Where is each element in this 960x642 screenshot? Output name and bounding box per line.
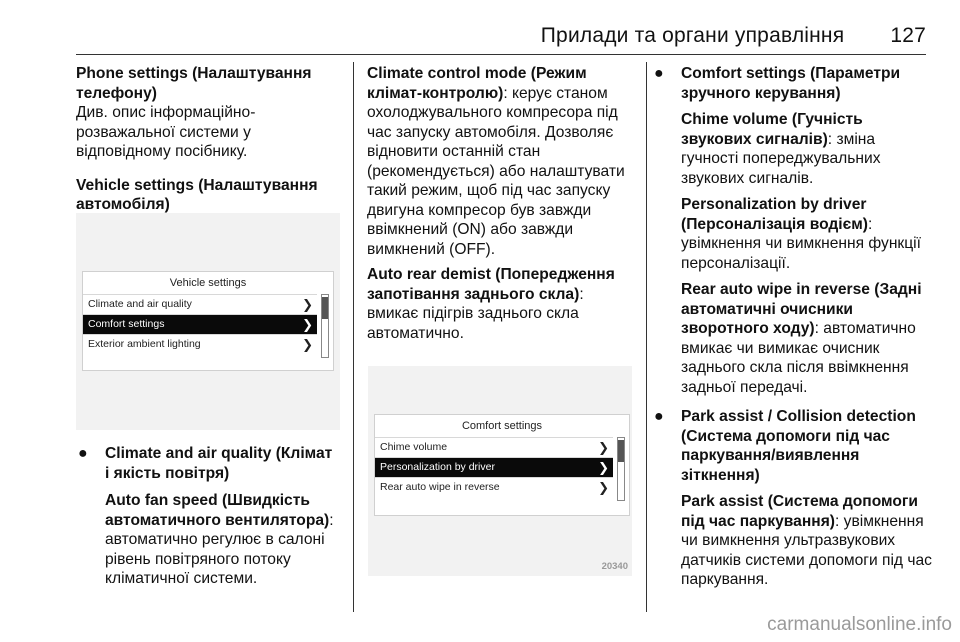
rear-wipe-paragraph [681,280,934,397]
chevron-right-icon: ❯ [598,460,609,475]
screen-title: Vehicle settings [169,277,247,289]
chevron-right-icon: ❯ [598,440,609,455]
image-number: 20340 [601,561,628,572]
vehicle-settings-screen [82,271,334,371]
chime-heading: Chime volume (Гучність звукових сигналів) [681,111,863,148]
climate-mode-text: : керує станом охолоджувального компресора під час запуску автомобіля. Дозволяє відновити останній стан (рекомендується) або налаштувати такий режим, щоб під час запуску двигуна компресор був завжди ввімкнений (ON) або завжди вимкнений (OFF). [367,84,625,258]
scrollbar[interactable] [321,294,329,358]
column-2 [367,64,633,343]
park-assist-paragraph [681,492,934,590]
climate-mode-paragraph [367,64,633,259]
rear-wipe-text: : автоматично вмикає чи вимикає очисник заднього скла після ввімкнення задньої передачі. [681,320,916,396]
climate-heading: Climate and air quality (Клімат і якість повітря) [105,445,333,482]
menu-row-comfort[interactable] [83,314,317,334]
column-divider-2 [646,62,647,612]
park-assist-sub-heading: Park assist (Система допомоги під час паркування) [681,493,918,530]
menu-row-exterior-lighting[interactable] [83,334,317,354]
page-header [0,24,926,48]
menu-row-rear-auto-wipe[interactable] [375,477,613,497]
vehicle-settings-screenshot [76,213,340,430]
chime-text: : зміна гучності попереджувальних звукових сигналів. [681,130,881,187]
header-rule [76,54,926,55]
bullet-icon: ● [78,445,88,462]
chevron-right-icon: ❯ [302,297,313,312]
rear-demist-paragraph [367,265,633,343]
chevron-right-icon: ❯ [302,317,313,332]
park-assist-text: : увімкнення чи вимкнення ультразвукових датчиків системи допомоги під час паркування. [681,512,932,588]
climate-mode-heading: Climate control mode (Режим клімат-контролю) [367,65,587,102]
screen-title: Comfort settings [461,420,543,432]
menu-row-label: Chime volume [380,441,448,453]
column-3 [652,64,934,590]
page-number: 127 [890,24,926,47]
menu-row-personalization[interactable] [375,457,613,477]
phone-settings-heading: Phone settings (Налаштування телефону) [76,65,312,102]
column-1 [76,64,340,215]
menu-row-label: Exterior ambient lighting [88,338,201,350]
bullet-climate [76,444,340,589]
personalization-paragraph [681,195,934,273]
phone-settings-text: Див. опис інформаційно-розважальної системи у відповідному посібнику. [76,104,256,160]
comfort-heading: Comfort settings (Параметри зручного керування) [681,65,901,102]
fan-speed-heading: Auto fan speed (Швидкість автоматичного вентилятора) [105,492,330,529]
menu-row-label: Personalization by driver [380,461,495,473]
bullet-park-assist [652,407,934,590]
chime-paragraph [681,110,934,188]
comfort-settings-screen [374,414,630,516]
menu-row-label: Climate and air quality [88,298,192,310]
personalization-text: : увімкнення чи вимкнення функції персоналізації. [681,215,921,272]
bullet-icon: ● [654,65,664,82]
comfort-settings-screenshot [368,366,632,576]
bullet-icon: ● [654,408,664,425]
column-1-lower [76,444,340,589]
vehicle-settings-heading: Vehicle settings (Налаштування автомобіля) [76,176,318,213]
menu-row-climate[interactable] [83,294,317,314]
column-divider-1 [353,62,354,612]
header-title: Прилади та органи управління [540,24,845,47]
scrollbar[interactable] [617,437,625,501]
bullet-comfort [652,64,934,397]
menu-row-label: Comfort settings [88,318,165,330]
menu-row-chime-volume[interactable] [375,437,613,457]
watermark: carmanualsonline.info [767,614,952,635]
fan-speed-text: : автоматично регулює в салоні рівень повітряного потоку кліматичної системи. [105,511,334,587]
menu-row-label: Rear auto wipe in reverse [380,481,500,493]
scrollbar-thumb[interactable] [618,440,624,462]
chevron-right-icon: ❯ [598,480,609,495]
rear-demist-text: : вмикає підігрів заднього скла автоматично. [367,285,584,342]
rear-wipe-heading: Rear auto wipe in reverse (Задні автоматичні очисники зворотного ходу) [681,281,922,337]
scrollbar-thumb[interactable] [322,297,328,319]
chevron-right-icon: ❯ [302,337,313,352]
rear-demist-heading: Auto rear demist (Попередження запотівання заднього скла) [367,266,615,303]
park-assist-heading: Park assist / Collision detection (Система допомоги під час паркування/виявлення зіткнення) [681,408,916,484]
fan-speed-paragraph [105,491,340,589]
personalization-heading: Personalization by driver (Персоналізація водієм) [681,196,868,233]
